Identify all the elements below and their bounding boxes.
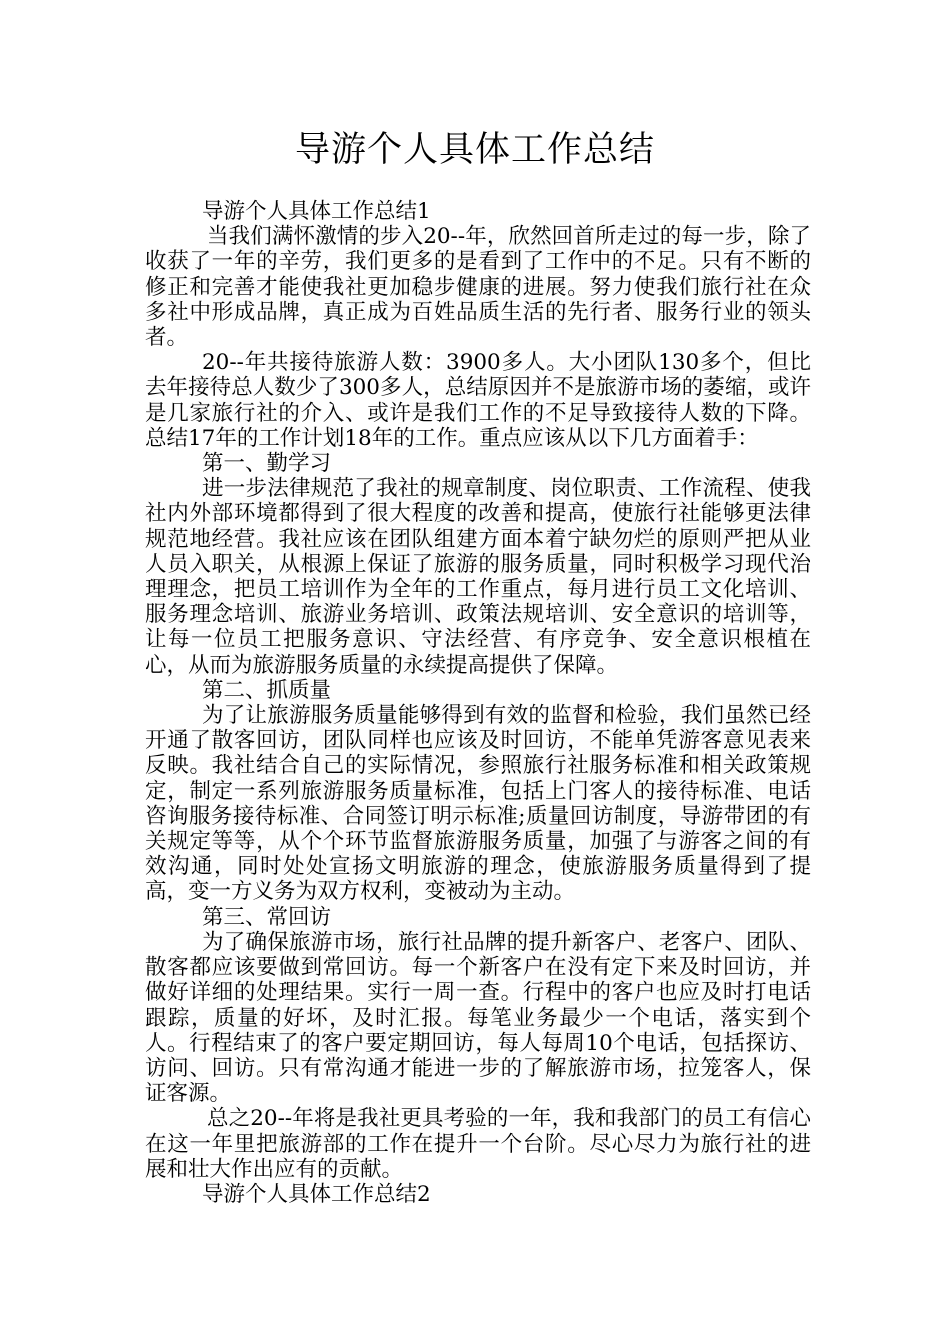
section-heading: 第三、常回访 [202, 904, 332, 930]
paragraph: 进一步法律规范了我社的规章制度、岗位职责、工作流程、使我社内外部环境都得到了很大程度的改善和提高，使旅行社能够更法律规范地经营。我社应该在团队组建方面本着宁缺勿烂的原则严把从业人员入职关，从根源上保证了旅游的服务质量，同时积极学习现代治理理念，把员工培训作为全年的工作重点，每月进行员工文化培训、服务理念培训、旅游业务培训、政策法规培训、安全意识的培训等，让每一位员工把服务意识、守法经营、有序竞争、安全意识根植在心，从而为旅游服务质量的永续提高提供了保障。 [145, 476, 811, 678]
document-body [145, 199, 811, 1207]
section-heading: 导游个人具体工作总结2 [202, 1181, 431, 1207]
paragraph: 20--年共接待旅游人数：3900多人。大小团队130多个，但比去年接待总人数少了300多人，总结原因并不是旅游市场的萎缩，或许是几家旅行社的介入、或许是我们工作的不足导致接待人数的下降。总结17年的工作计划18年的工作。重点应该从以下几方面着手： [145, 350, 811, 451]
paragraph: 为了让旅游服务质量能够得到有效的监督和检验，我们虽然已经开通了散客回访，团队同样也应该及时回访，不能单凭游客意见表来反映。我社结合自己的实际情况，参照旅行社服务标准和相关政策规定，制定一系列旅游服务质量标准，包括上门客人的接待标准、电话咨询服务接待标准、合同签订明示标准;质量回访制度，导游带团的有关规定等等，从个个环节监督旅游服务质量，加强了与游客之间的有效沟通，同时处处宣扬文明旅游的理念，使旅游服务质量得到了提高，变一方义务为双方权利，变被动为主动。 [145, 703, 811, 905]
paragraph: 为了确保旅游市场，旅行社品牌的提升新客户、老客户、团队、散客都应该要做到常回访。每一个新客户在没有定下来及时回访，并做好详细的处理结果。实行一周一查。行程中的客户也应及时打电话跟踪，质量的好坏，及时汇报。每笔业务最少一个电话，落实到个人。行程结束了的客户要定期回访，每人每周10个电话，包括探访、访问、回访。只有常沟通才能进一步的了解旅游市场，拉笼客人，保证客源。 [145, 929, 811, 1107]
paragraph: 总之20--年将是我社更具考验的一年，我和我部门的员工有信心在这一年里把旅游部的工作在提升一个台阶。尽心尽力为旅行社的进展和壮大作出应有的贡献。 [145, 1106, 811, 1182]
section-heading: 导游个人具体工作总结1 [202, 199, 431, 224]
paragraph: 当我们满怀激情的步入20--年，欣然回首所走过的每一步，除了收获了一年的辛劳，我们更多的是看到了工作中的不足。只有不断的修正和完善才能使我社更加稳步健康的进展。努力使我们旅行社在众多社中形成品牌，真正成为百姓品质生活的先行者、服务行业的领头者。 [145, 224, 811, 351]
section-heading: 第一、勤学习 [202, 451, 332, 477]
section-heading: 第二、抓质量 [202, 677, 332, 703]
document-title: 导游个人具体工作总结 [294, 130, 655, 170]
